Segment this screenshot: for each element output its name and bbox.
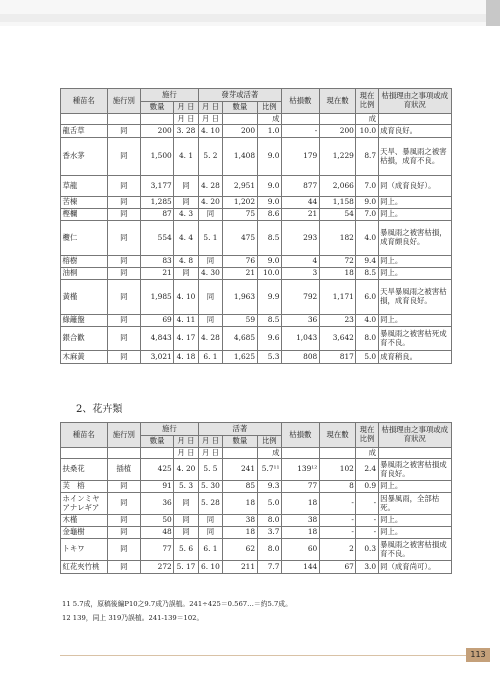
table-cell: 4. 30 <box>198 268 222 280</box>
table-cell: 9.0 <box>257 256 281 268</box>
table-cell: 87 <box>140 209 173 221</box>
table-cell: 4. 1 <box>174 138 198 176</box>
top-header-band <box>0 0 500 26</box>
header-name: 種苗名 <box>61 89 108 114</box>
table-cell: 91 <box>140 481 173 493</box>
table-cell: 1,625 <box>223 351 257 364</box>
table-cell: 211 <box>223 561 257 574</box>
table-row <box>61 138 452 176</box>
header-ratio: 比例 <box>257 102 281 114</box>
table-cell: 8.7 <box>356 138 378 176</box>
table-cell: 同 <box>198 280 222 315</box>
table-cell: 4. 8 <box>174 256 198 268</box>
table-row <box>61 221 452 256</box>
table-cell: 83 <box>140 256 173 268</box>
table-cell: 4. 20 <box>198 197 222 209</box>
species-name-cell: 香水茅 <box>61 138 108 176</box>
header-count: 數量 <box>223 102 257 114</box>
reason-cell: 同上。 <box>378 209 451 221</box>
table-row <box>61 515 452 527</box>
table-cell: 同 <box>174 493 198 515</box>
species-name-cell: 銀合歡 <box>61 327 108 351</box>
header-corner-tab <box>486 0 500 26</box>
table-row <box>61 527 452 539</box>
table-cell: 38 <box>281 515 319 527</box>
table-cell: 5. 5 <box>198 459 222 481</box>
table-cell: 同 <box>107 515 140 527</box>
table-cell: 5. 3 <box>174 481 198 493</box>
table-cell: 同 <box>198 527 222 539</box>
table-cell: 9.0 <box>257 176 281 197</box>
table-cell: 6. 1 <box>198 351 222 364</box>
table-cell: 23 <box>319 315 356 327</box>
table-cell: 76 <box>223 256 257 268</box>
table-row <box>61 176 452 197</box>
reason-cell: 暴風雨之被害枯損，成育頗良好。 <box>378 221 451 256</box>
unit-cell <box>223 448 257 459</box>
table-cell: 5.7¹¹ <box>257 459 281 481</box>
unit-cell: 成 <box>257 448 281 459</box>
reason-cell: 成育良好。 <box>378 125 451 138</box>
table-cell: 1,500 <box>140 138 173 176</box>
table-cell: 67 <box>319 561 356 574</box>
header-current-ratio: 現在比例 <box>356 423 378 448</box>
table-cell: 241 <box>223 459 257 481</box>
unit-cell <box>107 448 140 459</box>
table-cell: 9.0 <box>257 197 281 209</box>
reason-cell: 暴風雨之被害枯損成育良好。 <box>378 459 451 481</box>
table-row <box>61 280 452 315</box>
table-cell: 62 <box>223 539 257 561</box>
table-cell: 72 <box>319 256 356 268</box>
unit-cell <box>319 448 356 459</box>
table-cell: 同 <box>198 209 222 221</box>
reason-cell: 因暴風雨，全部枯死。 <box>378 493 451 515</box>
header-withered: 枯損數 <box>281 423 319 448</box>
header-current-ratio: 現在比例 <box>356 89 378 114</box>
table-cell: 7.0 <box>356 209 378 221</box>
table-cell: 5. 28 <box>198 493 222 515</box>
unit-cell: 成 <box>356 114 378 125</box>
header-count: 數量 <box>140 436 173 448</box>
table-cell: 200 <box>223 125 257 138</box>
table-cell: 4.0 <box>356 221 378 256</box>
table-cell: 1,229 <box>319 138 356 176</box>
table-cell: 3. 28 <box>174 125 198 138</box>
table-cell: 59 <box>223 315 257 327</box>
species-name-cell: 樫欄 <box>61 209 108 221</box>
species-name-cell: 苦楝 <box>61 197 108 209</box>
table-cell: 4. 10 <box>174 280 198 315</box>
table-cell: 同 <box>107 327 140 351</box>
table-cell: 7.7 <box>257 561 281 574</box>
unit-cell <box>281 114 319 125</box>
header-count: 數量 <box>223 436 257 448</box>
table-cell: 18 <box>319 268 356 280</box>
header-release: 施行別 <box>107 89 140 114</box>
table-cell: 21 <box>223 268 257 280</box>
table-cell: 5. 17 <box>174 561 198 574</box>
footnote-11: 11 5.7成，原稿後編P10之9.7成乃誤植。241÷425＝0.567…＝約5.7成。 <box>62 600 292 608</box>
table-cell: 同 <box>107 268 140 280</box>
table-cell: 同 <box>107 209 140 221</box>
table-cell: 144 <box>281 561 319 574</box>
table-cell: 同 <box>107 315 140 327</box>
header-reason: 枯損理由之事項或成育狀況 <box>378 89 451 114</box>
species-name-cell: 木麻黃 <box>61 351 108 364</box>
table-cell: 21 <box>281 209 319 221</box>
species-name-cell: 榕樹 <box>61 256 108 268</box>
header-sowing: 施行 <box>140 423 198 436</box>
table-row <box>61 327 452 351</box>
unit-cell: 成 <box>257 114 281 125</box>
table-cell: 50 <box>140 515 173 527</box>
unit-cell: 月 日 <box>198 114 222 125</box>
species-name-cell: ホインミヤアナレギア <box>61 493 108 515</box>
reason-cell: 同上。 <box>378 527 451 539</box>
table-cell: 3,021 <box>140 351 173 364</box>
reason-cell: 天旱、暴風雨之被害枯損，成育不良。 <box>378 138 451 176</box>
table-cell: 同 <box>198 315 222 327</box>
table-cell: 0.3 <box>356 539 378 561</box>
table-cell: 同 <box>107 280 140 315</box>
table-cell: 10.0 <box>257 268 281 280</box>
table-cell: 21 <box>140 268 173 280</box>
table-cell: 4. 20 <box>174 459 198 481</box>
table-trees <box>60 88 452 364</box>
table-cell: 2,951 <box>223 176 257 197</box>
table-cell: 1,043 <box>281 327 319 351</box>
unit-cell: 月 日 <box>174 448 198 459</box>
table-cell: 同 <box>107 481 140 493</box>
header-current: 現在數 <box>319 89 356 114</box>
table-flowers <box>60 422 452 574</box>
footer-rule <box>60 655 466 656</box>
table-cell: 4. 18 <box>174 351 198 364</box>
unit-cell <box>223 114 257 125</box>
species-name-cell: 龍舌草 <box>61 125 108 138</box>
table-cell: 272 <box>140 561 173 574</box>
table-cell: - <box>319 493 356 515</box>
table-cell: 8.5 <box>257 221 281 256</box>
header-ratio: 比例 <box>257 436 281 448</box>
table-cell: 9.9 <box>257 280 281 315</box>
unit-cell <box>319 114 356 125</box>
table-cell: - <box>356 515 378 527</box>
table-cell: 69 <box>140 315 173 327</box>
section-title-flowers: 2、花卉類 <box>76 404 123 415</box>
table-cell: 36 <box>140 493 173 515</box>
table-cell: 9.3 <box>257 481 281 493</box>
table-cell: 8.0 <box>257 515 281 527</box>
table-cell: 9.6 <box>257 327 281 351</box>
footnotes <box>62 597 292 625</box>
species-name-cell: 綠籬盤 <box>61 315 108 327</box>
species-name-cell: 草龍 <box>61 176 108 197</box>
table-cell: 4. 3 <box>174 209 198 221</box>
unit-row <box>61 114 452 125</box>
table-cell: 1,202 <box>223 197 257 209</box>
reason-cell: 同（成育良好）。 <box>378 176 451 197</box>
table-cell: 8.6 <box>257 209 281 221</box>
reason-cell: 成育稍良。 <box>378 351 451 364</box>
table-cell: 同 <box>107 221 140 256</box>
table-cell: 808 <box>281 351 319 364</box>
table-cell: 18 <box>281 527 319 539</box>
table-cell: 77 <box>281 481 319 493</box>
reason-cell: 同上。 <box>378 256 451 268</box>
table-cell: 6. 10 <box>198 561 222 574</box>
page-number: 113 <box>466 648 490 662</box>
header-reason: 枯損理由之事項或成育狀況 <box>378 423 451 448</box>
table-cell: 3.7 <box>257 527 281 539</box>
table-cell: 2,066 <box>319 176 356 197</box>
unit-cell: 成 <box>356 448 378 459</box>
table-cell: 9.0 <box>257 138 281 176</box>
species-name-cell: トキワ <box>61 539 108 561</box>
table-cell: - <box>281 125 319 138</box>
table-cell: 18 <box>281 493 319 515</box>
header-stripe <box>0 14 500 22</box>
table-row <box>61 125 452 138</box>
reason-cell: 天旱暴風雨之被害枯損，成育良好。 <box>378 280 451 315</box>
table-cell: 同 <box>107 138 140 176</box>
table-row <box>61 197 452 209</box>
table-cell: 0.9 <box>356 481 378 493</box>
species-name-cell: 油桐 <box>61 268 108 280</box>
unit-cell <box>107 114 140 125</box>
table-row <box>61 459 452 481</box>
unit-cell <box>281 448 319 459</box>
header-count: 數量 <box>140 102 173 114</box>
table-cell: 2.4 <box>356 459 378 481</box>
reason-cell: 同上。 <box>378 515 451 527</box>
table-cell: 7.0 <box>356 176 378 197</box>
table-cell: 85 <box>223 481 257 493</box>
table-cell: 插植 <box>107 459 140 481</box>
species-name-cell: 木槿 <box>61 515 108 527</box>
table-cell: 877 <box>281 176 319 197</box>
unit-cell <box>378 448 451 459</box>
header-sowing: 施行 <box>140 89 198 102</box>
table-cell: 4,685 <box>223 327 257 351</box>
table-cell: 817 <box>319 351 356 364</box>
table-cell: - <box>356 527 378 539</box>
table-cell: 4. 28 <box>198 327 222 351</box>
table-cell: 1,963 <box>223 280 257 315</box>
table-cell: 60 <box>281 539 319 561</box>
table-cell: 792 <box>281 280 319 315</box>
table-cell: 182 <box>319 221 356 256</box>
table-cell: 8.5 <box>356 268 378 280</box>
table-cell: 同 <box>107 527 140 539</box>
table-cell: 6. 1 <box>198 539 222 561</box>
header-name: 種苗名 <box>61 423 108 448</box>
header-withered: 枯損數 <box>281 89 319 114</box>
table-cell: 1,285 <box>140 197 173 209</box>
table-cell: 18 <box>223 493 257 515</box>
table-cell: - <box>319 527 356 539</box>
table-row <box>61 561 452 574</box>
header-survival: 活著 <box>198 423 281 436</box>
table-cell: 139¹² <box>281 459 319 481</box>
table-cell: 44 <box>281 197 319 209</box>
table-cell: 102 <box>319 459 356 481</box>
table-cell: 6.0 <box>356 280 378 315</box>
table-cell: 38 <box>223 515 257 527</box>
table-cell: 1,171 <box>319 280 356 315</box>
unit-cell: 月 日 <box>198 448 222 459</box>
table-cell: 77 <box>140 539 173 561</box>
table-cell: 425 <box>140 459 173 481</box>
table-row <box>61 268 452 280</box>
table-cell: 4 <box>281 256 319 268</box>
table-cell: 同 <box>107 125 140 138</box>
reason-cell: 暴風雨之被害枯死成育不良。 <box>378 327 451 351</box>
header-monthday: 月 日 <box>198 436 222 448</box>
table-cell: 4. 4 <box>174 221 198 256</box>
header-monthday: 月 日 <box>174 102 198 114</box>
table-cell: 1.0 <box>257 125 281 138</box>
table-cell: 5. 6 <box>174 539 198 561</box>
table-cell: 同 <box>198 256 222 268</box>
table-cell: 5. 1 <box>198 221 222 256</box>
header-release: 施行別 <box>107 423 140 448</box>
table-cell: 18 <box>223 527 257 539</box>
table-cell: 同 <box>107 539 140 561</box>
table-cell: 同 <box>174 527 198 539</box>
table-cell: 9.0 <box>356 197 378 209</box>
footnote-12: 12 139，同上 319乃誤植。241-139＝102。 <box>62 614 204 622</box>
species-name-cell: 扶桑花 <box>61 459 108 481</box>
table-cell: 9.4 <box>356 256 378 268</box>
unit-cell: 月 日 <box>174 114 198 125</box>
table-cell: 4. 28 <box>198 176 222 197</box>
table-cell: 179 <box>281 138 319 176</box>
table-cell: 293 <box>281 221 319 256</box>
table-cell: - <box>319 515 356 527</box>
table-cell: 75 <box>223 209 257 221</box>
reason-cell: 同（成育尚可）。 <box>378 561 451 574</box>
table-cell: 同 <box>107 256 140 268</box>
table-cell: 2 <box>319 539 356 561</box>
header-monthday: 月 日 <box>198 102 222 114</box>
unit-row <box>61 448 452 459</box>
table-cell: 同 <box>107 561 140 574</box>
table-cell: 同 <box>107 351 140 364</box>
table-cell: 554 <box>140 221 173 256</box>
table-cell: 475 <box>223 221 257 256</box>
table-cell: 同 <box>174 176 198 197</box>
unit-cell <box>140 448 173 459</box>
species-name-cell: 金龜樹 <box>61 527 108 539</box>
unit-cell <box>140 114 173 125</box>
header-germination: 發芽或活著 <box>198 89 281 102</box>
reason-cell: 暴風雨之被害枯損成育不良。 <box>378 539 451 561</box>
unit-cell <box>378 114 451 125</box>
table-cell: 3.0 <box>356 561 378 574</box>
table-cell: 同 <box>174 197 198 209</box>
species-name-cell: 黃槿 <box>61 280 108 315</box>
table-cell: 5.3 <box>257 351 281 364</box>
table-cell: 8.0 <box>257 539 281 561</box>
table-cell: 同 <box>174 515 198 527</box>
table-cell: 10.0 <box>356 125 378 138</box>
table-cell: 4.0 <box>356 315 378 327</box>
table-row <box>61 539 452 561</box>
unit-cell <box>61 448 108 459</box>
unit-cell <box>61 114 108 125</box>
table-cell: 同 <box>107 197 140 209</box>
table-cell: 3,177 <box>140 176 173 197</box>
table-row <box>61 209 452 221</box>
header-current: 現在數 <box>319 423 356 448</box>
table-cell: 4. 17 <box>174 327 198 351</box>
table-cell: 36 <box>281 315 319 327</box>
reason-cell: 同上。 <box>378 197 451 209</box>
table-row <box>61 256 452 268</box>
table-cell: 5. 2 <box>198 138 222 176</box>
species-name-cell: 芙 榕 <box>61 481 108 493</box>
reason-cell: 同上。 <box>378 481 451 493</box>
table-cell: 8 <box>319 481 356 493</box>
table-cell: 3 <box>281 268 319 280</box>
table-cell: 4,843 <box>140 327 173 351</box>
table-cell: 同 <box>107 493 140 515</box>
species-name-cell: 紅花夾竹桃 <box>61 561 108 574</box>
table-cell: 48 <box>140 527 173 539</box>
table-cell: 1,408 <box>223 138 257 176</box>
table-row <box>61 315 452 327</box>
table-cell: 8.0 <box>356 327 378 351</box>
table-cell: 54 <box>319 209 356 221</box>
species-name-cell: 欖仁 <box>61 221 108 256</box>
table-cell: 同 <box>198 515 222 527</box>
table-cell: - <box>356 493 378 515</box>
table-cell: 4. 10 <box>198 125 222 138</box>
reason-cell: 同上。 <box>378 268 451 280</box>
table-cell: 1,985 <box>140 280 173 315</box>
table-cell: 同 <box>174 268 198 280</box>
table-cell: 1,158 <box>319 197 356 209</box>
table-row <box>61 481 452 493</box>
table-cell: 5.0 <box>356 351 378 364</box>
table-cell: 5. 30 <box>198 481 222 493</box>
table-cell: 同 <box>107 176 140 197</box>
header-monthday: 月 日 <box>174 436 198 448</box>
table-row <box>61 351 452 364</box>
table-cell: 4. 11 <box>174 315 198 327</box>
table-row <box>61 493 452 515</box>
reason-cell: 同上。 <box>378 315 451 327</box>
table-cell: 5.0 <box>257 493 281 515</box>
table-cell: 200 <box>319 125 356 138</box>
table-cell: 3,642 <box>319 327 356 351</box>
table-cell: 8.5 <box>257 315 281 327</box>
table-cell: 200 <box>140 125 173 138</box>
